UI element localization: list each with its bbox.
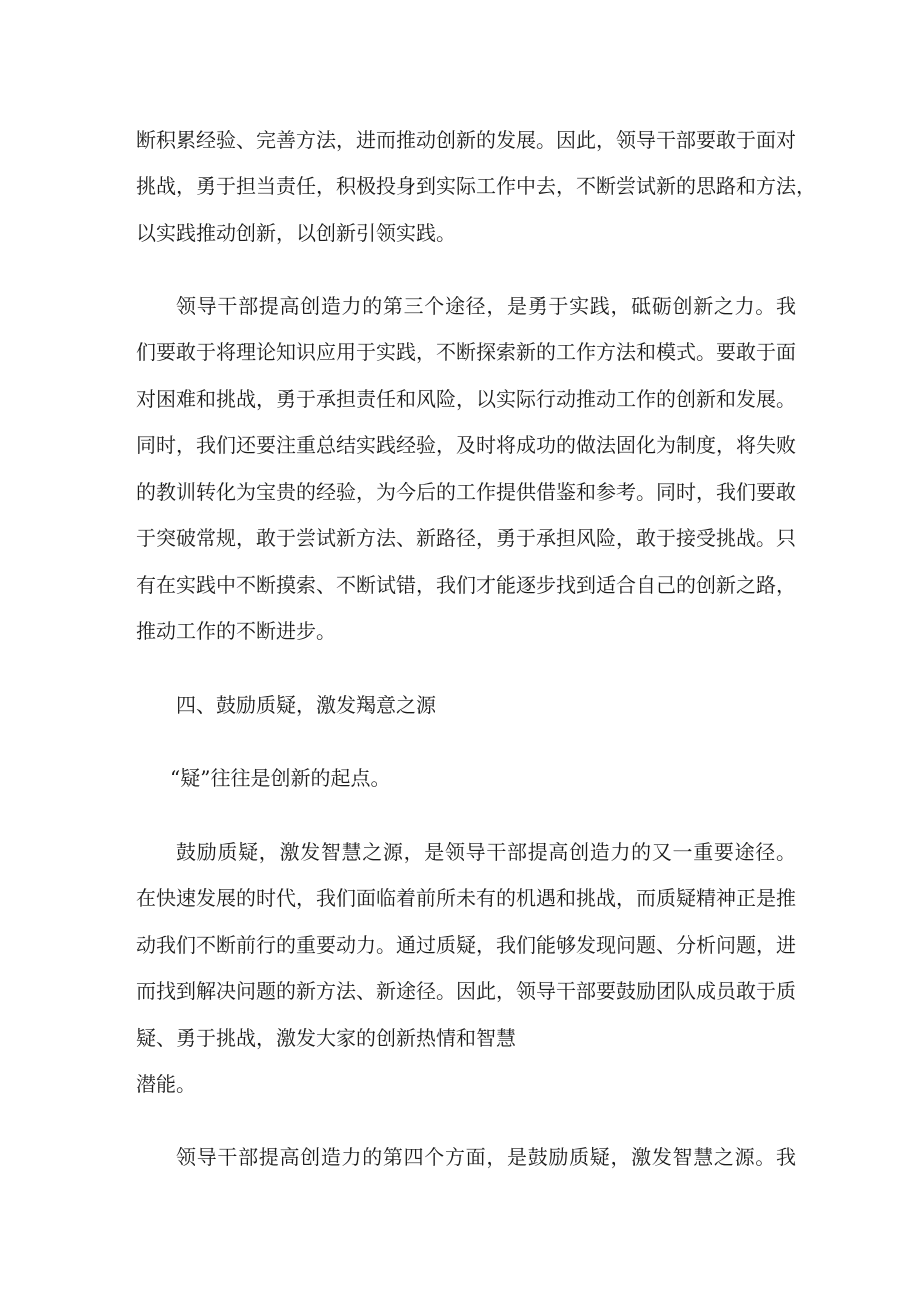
quote-line: “疑”往往是创新的起点。 bbox=[170, 766, 391, 790]
paragraph-4-line-1: 领导干部提高创造力的第四个方面，是鼓励质疑，激发智慧之源。我 bbox=[176, 1145, 796, 1169]
paragraph-2-line-5: 的教训转化为宝贵的经验，为今后的工作提供借鉴和参考。同时，我们要敢 bbox=[136, 480, 796, 504]
paragraph-2-line-7: 有在实践中不断摸索、不断试错，我们才能逐步找到适合自己的创新之路， bbox=[136, 573, 796, 597]
paragraph-2-line-6: 于突破常规，敢于尝试新方法、新路径，勇于承担风险，敢于接受挑战。只 bbox=[136, 526, 796, 550]
paragraph-3-line-2: 在快速发展的时代，我们面临着前所未有的机遇和挑战，而质疑精神正是推 bbox=[136, 886, 796, 910]
paragraph-2-line-2: 们要敢于将理论知识应用于实践，不断探索新的工作方法和模式。要敢于面 bbox=[136, 340, 796, 364]
paragraph-2-line-3: 对困难和挑战，勇于承担责任和风险，以实际行动推动工作的创新和发展。 bbox=[136, 387, 796, 411]
paragraph-1-line-2: 挑战，勇于担当责任，积极投身到实际工作中去，不断尝试新的思路和方法， bbox=[136, 174, 816, 198]
paragraph-3-line-5: 疑、勇于挑战，激发大家的创新热情和智慧 bbox=[136, 1026, 516, 1050]
paragraph-2-line-1: 领导干部提高创造力的第三个途径，是勇于实践，砥砺创新之力。我 bbox=[176, 294, 796, 318]
paragraph-3-line-6: 潜能。 bbox=[136, 1072, 196, 1096]
paragraph-3-line-4: 而找到解决问题的新方法、新途径。因此，领导干部要鼓励团队成员敢于质 bbox=[136, 979, 796, 1003]
paragraph-3-line-3: 动我们不断前行的重要动力。通过质疑，我们能够发现问题、分析问题，进 bbox=[136, 933, 796, 957]
section-heading-4: 四、鼓励质疑，激发羯意之源 bbox=[176, 693, 436, 717]
paragraph-2-line-8: 推动工作的不断进步。 bbox=[136, 619, 336, 643]
paragraph-1-line-3: 以实践推动创新，以创新引领实践。 bbox=[136, 221, 456, 245]
paragraph-3-line-1: 鼓励质疑，激发智慧之源，是领导干部提高创造力的又一重要途径。 bbox=[176, 840, 796, 864]
paragraph-1-line-1: 断积累经验、完善方法，进而推动创新的发展。因此，领导干部要敢于面对 bbox=[136, 128, 796, 152]
paragraph-2-line-4: 同时，我们还要注重总结实践经验，及时将成功的做法固化为制度，将失败 bbox=[136, 433, 796, 457]
